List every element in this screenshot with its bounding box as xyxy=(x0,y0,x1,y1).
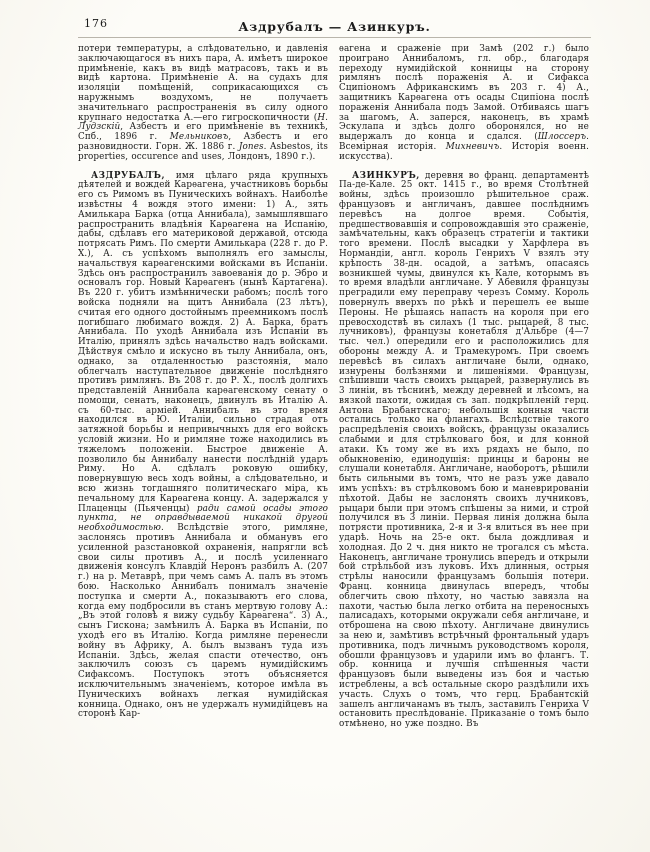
text-run: . Всемірная исторія. xyxy=(339,132,589,152)
text-run: Н. Лудзскій xyxy=(78,112,328,133)
article-paragraph xyxy=(78,172,328,721)
text-run: Михневичъ xyxy=(445,141,500,152)
article-headword: АЗДРУБАЛЪ, xyxy=(91,170,166,181)
text-run: потери температуры, а слѣдовательно, и давленія заключающагося въ нихъ пара, А. имѣетъ широкое примѣненіе, какъ въ видѣ матрасовъ, такъ и въ видѣ картона. Примѣненіе А. на судахъ для изоляціи помѣщеній, соприкасающихся съ наружнымъ воздухомъ, не получаетъ значительнаго распространенія въ силу одного крупнаго недостатка А.—его гигроскопичности ( xyxy=(78,44,328,123)
article-paragraph xyxy=(339,172,589,730)
text-run: ради самой осады этого пункта, не оправдываемой никакой другой необходимостью. xyxy=(78,503,329,534)
page-number: 176 xyxy=(84,17,108,30)
text-run: . Asbestos, its properties, occurence and uses, Лондонъ, 1890 г.). xyxy=(78,141,328,162)
continuation-paragraph xyxy=(339,45,589,163)
text-run: имя цѣлаго ряда крупныхъ дѣятелей и вождей Карѳагена, участниковъ борьбы его съ Римомъ въ Пуническихъ войнахъ. Наиболѣе извѣстны 4 вождя этого имени: 1) А., зять Амилькара Барка (отца Аннибала), замышлявшаго распространить владѣнія Карѳагена на Испанію, дабы, сдѣлавъ его материковой державой, отсюда потрясать Римъ. По смерти Амилькара (228 г. до Р. Х.), А. съ успѣхомъ выполнялъ его замыслы, начальствуя карѳагенскими войсками въ Испаніи. Здѣсь онъ распространилъ завоеванія до р. Эбро и основалъ гор. Новый Карѳагенъ (нынѣ Картагена). Въ 220 г. убитъ измѣннически рабомъ; послѣ того войска подняли на щитъ Аннибала (23 лѣтъ), считая его одного достойнымъ преемникомъ послѣ погибшаго любимаго вождя. 2) А. Барка, братъ Аннибала. По уходѣ Аннибала изъ Испаніи въ Италію, принялъ здѣсь начальство надъ войсками. Дѣйствуя смѣло и искусно въ тылу Аннибала, онъ, однако, за отдаленностью разстоянія, мало облегчалъ наступательное движеніе послѣдняго противъ римлянъ. Въ 208 г. до Р. Х., послѣ долгихъ представленій Аннибала карѳагенскому сенату о помощи, сенатъ, наконецъ, двинулъ въ Италію А. съ 60-тыс. арміей. Аннибалъ въ это время находился въ Ю. Италіи, сильно страдая отъ затяжной борьбы и непривычныхъ для его войскъ условій жизни. Но и римляне тоже находились въ тяжеломъ положеніи. Быстрое движеніе А. позволило бы Аннибалу нанести послѣдній ударъ Риму. Но А. сдѣлалъ роковую ошибку, повернувшую весь ходъ войны, а слѣдовательно, и всю жизнь тогдашняго политическаго міра, къ печальному для Карѳагена концу. А. задержался у Плаценцы (Пьяченцы) xyxy=(78,170,328,514)
column-right xyxy=(339,45,589,730)
text-run: , Азбестъ и его разновидности. Горн. Ж. 1886 г. xyxy=(78,132,328,152)
text-run: Шлоссеръ xyxy=(537,132,587,143)
text-run: Вслѣдствіе этого, римляне, заслонясь противъ Аннибала и обманувъ его усиленной разстановкой охраненія, напрягли всѣ свои силы противъ А., и послѣ усиленнаго движенія консулъ Клавдій Неронъ разбилъ А. (207 г.) на р. Метаврѣ, при чемъ самъ А. палъ въ этомъ бою. Насколько Аннибалъ понималъ значеніе поступка и смерти А., показываютъ его слова, когда ему подбросили въ станъ мертвую голову А.: „Въ этой головѣ я вижу судьбу Карѳагена“. 3) А., сынъ Гискона; замѣнилъ А. Барка въ Испаніи, по уходѣ его въ Италію. Когда римляне перенесли войну въ Африку, А. былъ вызванъ туда изъ Испаніи. Здѣсь, желая спасти отечество, онъ заключилъ союзъ съ царемъ нумидійскимъ Сифаксомъ. Поступокъ этотъ объясняется исключительнымъ значеніемъ, которое имѣла въ Пуническихъ войнахъ легкая нумидійская конница. Однако, онъ не удержалъ нумидійцевъ на сторонѣ Кар- xyxy=(78,523,328,720)
text-run: . Исторія военн. искусства). xyxy=(339,141,589,162)
text-run: Мельниковъ xyxy=(169,132,229,143)
header-rule xyxy=(78,37,591,38)
text-run: ѳагена и сраженіе при Замѣ (202 г.) было проиграно Аннибаломъ, гл. обр., благодаря переходу нумидійской конницы на сторону римлянъ послѣ пораженія А. и Сифакса Сципіономъ Африканскимъ въ 203 г. 4) А., защитникъ Карѳагена отъ осады Сципіона послѣ пораженія Аннибала подъ Замой. Отбиваясь шагъ за шагомъ, А. заперся, наконецъ, въ храмѣ Эскулапа и здѣсь долго оборонялся, но не выдержалъ до конца и сдался. ( xyxy=(339,44,589,143)
page-header xyxy=(78,16,591,32)
running-title: Аздрубалъ — Азинкуръ. xyxy=(238,19,431,34)
text-columns xyxy=(78,45,591,730)
column-left xyxy=(78,45,328,730)
text-run: , Азбестъ и его примѣненіе въ техникѣ, Спб., 1896 г. xyxy=(78,122,328,143)
article-headword: АЗИНКУРЪ, xyxy=(352,170,420,181)
continuation-paragraph xyxy=(78,45,328,163)
text-run: деревня во франц. департаментѣ Па-де-Кале. 25 окт. 1415 г., во время Столѣтней войны, здѣсь произошло рѣшительное сраж. французовъ и англичанъ, давшее послѣднимъ перевѣсъ на долгое время. Событія, предшествовавшія и сопровождавшія это сраженіе, замѣчательны, какъ образецъ стратегіи и тактики того времени. Послѣ высадки у Харфлера въ Нормандіи, англ. король Генрихъ V взялъ эту крѣпость 38-дн. осадой, а затѣмъ, опасаясь возникшей чумы, двинулся къ Кале, которымъ въ то время владѣли англичане. У Абевиля французы преградили ему переправу черезъ Сомму. Король повернулъ вверхъ по рѣкѣ и перешелъ ее выше Пероны. Не рѣшаясь напасть на короля при его превосходствѣ въ силахъ (1 тыс. рыцарей, 8 тыс. лучниковъ), французы конетабля д'Альбре (4—7 тыс. чел.) опередили его и расположились для обороны между А. и Трамекуромъ. При своемъ перевѣсѣ въ силахъ англичане были, однако, изнурены болѣзнями и лишеніями. Французы, спѣшивши часть своихъ рыцарей, развернулись въ 3 линіи, въ тѣснинѣ, между деревней и лѣсомъ, на вязкой пахоти, ожидая съ зап. подкрѣпленій герц. Антона Брабантскаго; небольшія конныя части остались только на флангахъ. Вслѣдствіе такого распредѣленія своихъ войскъ, французы оказались слабыми и для стрѣлковаго боя, и для конной атаки. Къ тому же въ ихъ рядахъ не было, по обыкновенію, единодушія: принцы и бароны не слушали конетабля. Англичане, наоборотъ, рѣшили быть сильными въ томъ, что не разъ уже давало имъ успѣхъ: въ стрѣлковомъ бою и маневрированіи пѣхотой. Дабы не заслонять своихъ лучниковъ, рыцари были при этомъ спѣшены за ними, и строй получился въ 3 линіи. Первая линія должна была потрясти противника, 2-я и 3-я влиться въ нее при ударѣ. Ночь на 25-е окт. была дождливая и холодная. До 2 ч. дня никто не трогался съ мѣста. Наконецъ, англичане тронулись впередъ и открыли бой стрѣльбой изъ луковъ. Ихъ длинныя, острыя стрѣлы наносили французамъ большія потери. Франц. конница двинулась впередъ, чтобы облегчить свою пѣхоту, но частью завязла на пахоти, частью была легко отбита на переносныхъ палисадахъ, которыми окружали себя англичане, и отброшена на свою пѣхоту. Англичане двинулись за нею и, замѣтивъ встрѣчный фронтальный ударъ противника, подъ личнымъ руководствомъ короля, обошли французовъ и ударили имъ во флангъ. Т. обр. конница и лучшія спѣшенныя части французовъ были выведены изъ боя и частью истреблены, а всѣ остальные скоро раздѣлили ихъ участь. Слухъ о томъ, что герц. Брабантскій зашелъ англичанамъ въ тылъ, заставилъ Генриха V остановить преслѣдованіе. Приказаніе о томъ было отмѣнено, но уже поздно. Въ xyxy=(339,170,589,730)
text-run: Jones xyxy=(238,141,264,152)
